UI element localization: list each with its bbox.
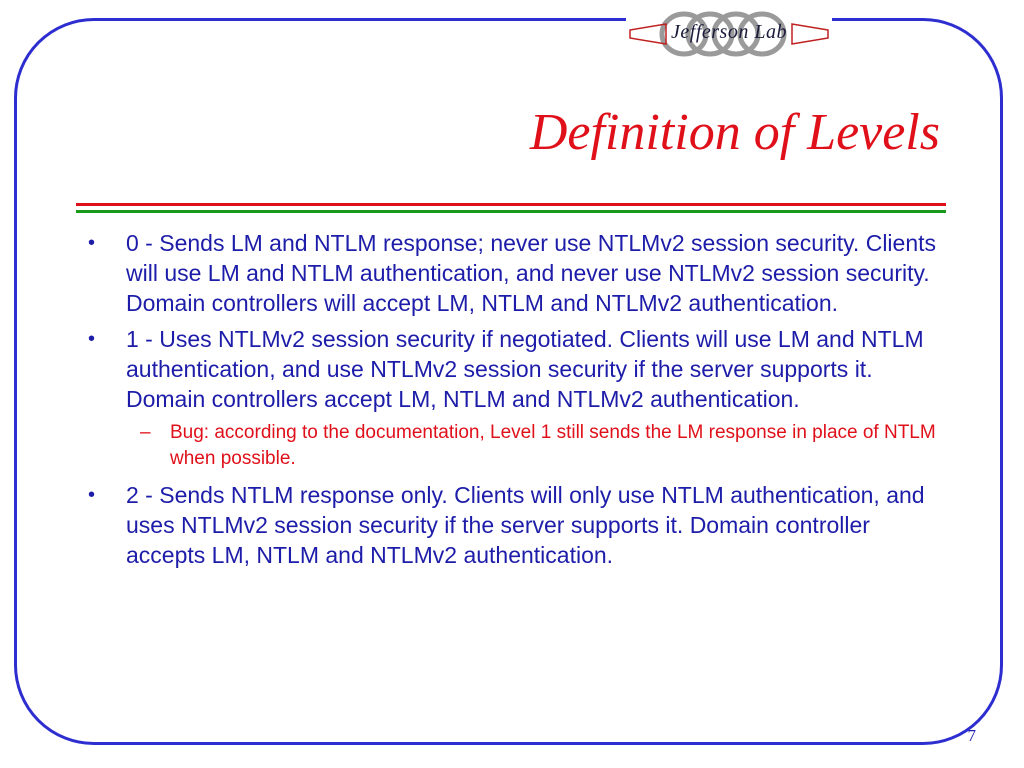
bullet-marker: • [88,232,96,254]
bullet-item-level-1 [88,324,948,414]
logo-text: Jefferson Lab [671,21,787,43]
sub-bullet-marker: – [140,422,151,443]
bullet-item-level-0 [88,228,948,318]
page-number: 7 [967,726,976,745]
slide-title: Definition of Levels [529,104,940,161]
slide-body [88,228,948,576]
bullet-marker: • [88,328,96,350]
bullet-text: 1 - Uses NTLMv2 session security if negotiated. Clients will use LM and NTLM authentication, and use NTLMv2 session security if the server supports it. Domain controllers accept LM, NTLM and NTLMv2 authentication. [126,326,924,412]
title-rule-green [76,210,946,213]
sub-bullet-item-bug-note [140,420,948,472]
bullet-marker: • [88,484,96,506]
sub-bullet-text: Bug: according to the documentation, Level 1 still sends the LM response in place of NTLM when possible. [170,422,936,469]
bullet-text: 2 - Sends NTLM response only. Clients will only use NTLM authentication, and uses NTLMv2 session security if the server supports it. Domain controller accepts LM, NTLM and NTLMv2 authentication. [126,482,925,568]
title-rule-red [76,203,946,206]
jefferson-lab-logo [626,6,832,62]
bullet-text: 0 - Sends LM and NTLM response; never use NTLMv2 session security. Clients will use LM and NTLM authentication, and never use NTLMv2 session security. Domain controllers will accept LM, NTLM and NTLMv2 authentication. [126,230,937,316]
bullet-item-level-2 [88,480,948,570]
